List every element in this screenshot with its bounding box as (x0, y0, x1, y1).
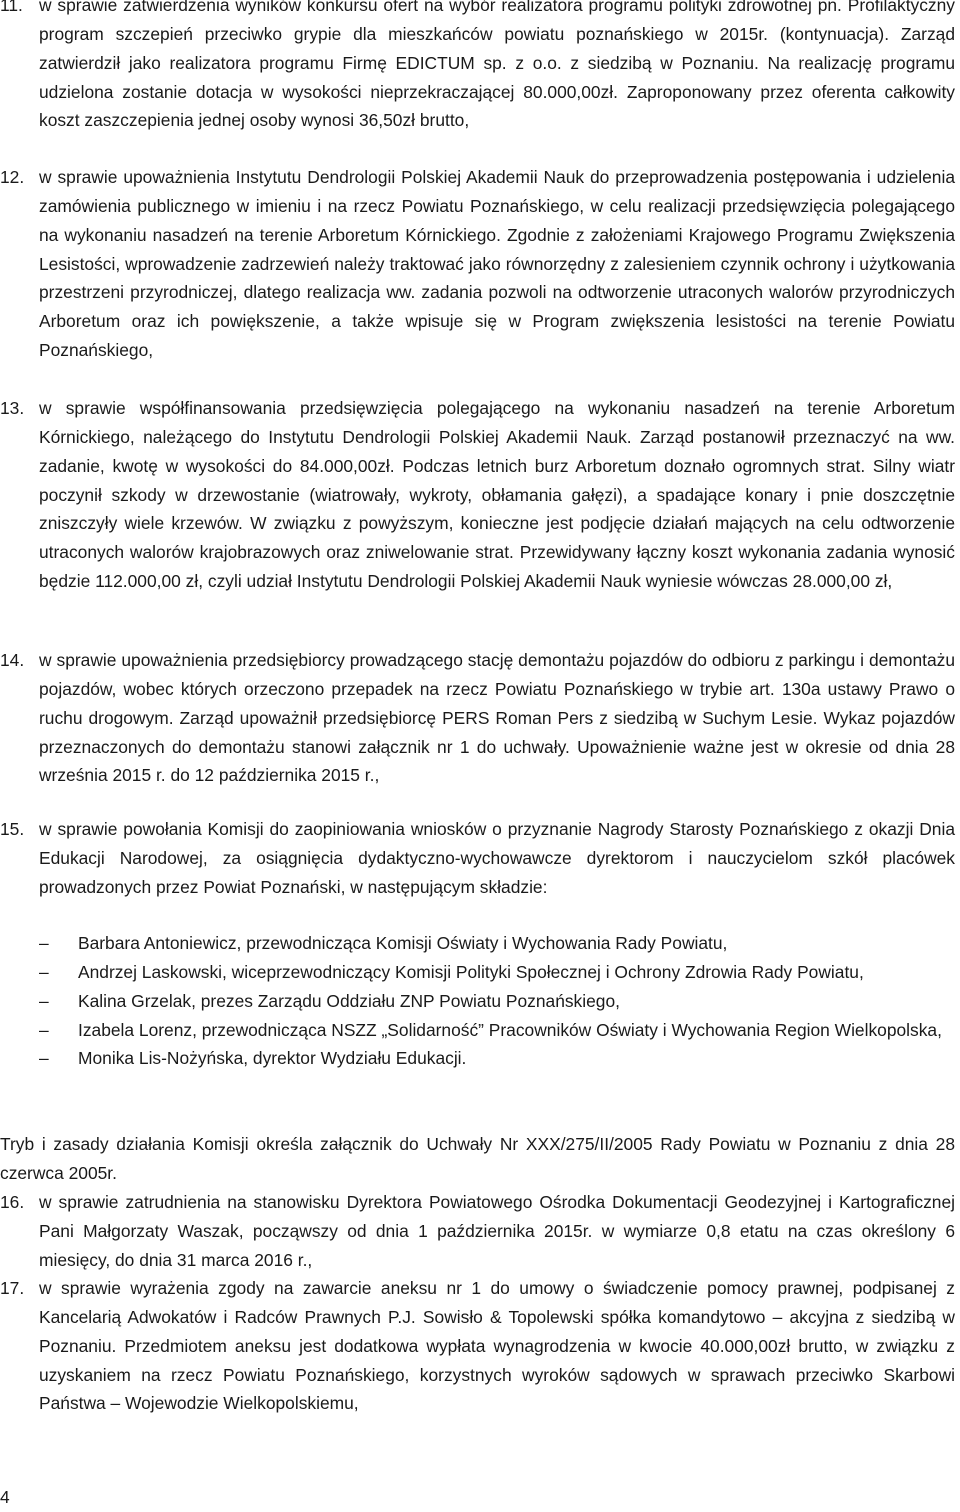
resolution-item-17 (0, 1274, 955, 1418)
dash-bullet: – (39, 990, 49, 1011)
item-text: w sprawie współfinansowania przedsięwzięcia polegającego na wykonaniu nasadzeń na terenie Arboretum Kórnickiego, należącego do Instytutu Dendrologii Polskiej Akademii Nauk. Zarząd postanowił przeznaczyć na ww. zadanie, kwotę w wysokości do 84.000,00zł. Podczas letnich burz Arboretum doznało ogromnych strat. Silny wiatr poczynił szkody w drzewostanie (wiatrowały, wykroty, obłamania gałęzi), a spadające konary i pnie doszczętnie zniszczyły wiele krzewów. W związku z powyższym, konieczne jest podjęcie działań mających na celu odtworzenie utraconych walorów krajobrazowych oraz zniwelowanie strat. Przewidywany łączny koszt wykonania zadania wynosić będzie 112.000,00 zł, czyli udział Instytutu Dendrologii Polskiej Akademii Nauk wyniesie wówczas 28.000,00 zł, (39, 398, 955, 592)
resolution-item-12 (0, 163, 955, 365)
item-text: w sprawie powołania Komisji do zaopiniowania wniosków o przyznanie Nagrody Starosty Poznańskiego z okazji Dnia Edukacji Narodowej, za osiągnięcia dydaktyczno-wychowawcze dyrektorom i nauczycielom szkół placówek prowadzonych przez Powiat Poznański, w następującym składzie: (39, 819, 955, 897)
item-text: w sprawie upoważnienia przedsiębiorcy prowadzącego stację demontażu pojazdów do odbioru z parkingu i demontażu pojazdów, wobec których orzeczono przepadek na rzecz Powiatu Poznańskiego w trybie art. 130a ustawy Prawo o ruchu drogowym. Zarząd upoważnił przedsiębiorcę PERS Roman Pers z siedzibą w Suchym Lesie. Wykaz pojazdów przeznaczonych do demontażu stanowi załącznik nr 1 do uchwały. Upoważnienie ważne jest w okresie od dnia 28 września 2015 r. do 12 października 2015 r., (39, 650, 955, 786)
dash-bullet: – (39, 961, 49, 982)
dash-bullet: – (39, 1019, 49, 1040)
committee-member-text: Andrzej Laskowski, wiceprzewodniczący Komisji Polityki Społecznej i Ochrony Zdrowia Rady Powiatu, (78, 961, 864, 982)
item-number: 17. (0, 1278, 25, 1298)
item-text: w sprawie wyrażenia zgody na zawarcie aneksu nr 1 do umowy o świadczenie pomocy prawnej, podpisanej z Kancelarią Adwokatów i Radców Prawnych P.J. Sowisło & Topolewski spółka komandytowo – akcyjna z siedzibą w Poznaniu. Przedmiotem aneksu jest dodatkowa wypłata wynagrodzenia w kwocie 40.000,00zł brutto, w związku z uzyskaniem na rzecz Powiatu Poznańskiego, korzystnych wyroków sądowych w sprawach przeciwko Skarbowi Państwa – Wojewodzie Wielkopolskiemu, (39, 1278, 955, 1414)
committee-member (0, 929, 955, 958)
committee-member-text: Kalina Grzelak, prezes Zarządu Oddziału ZNP Powiatu Poznańskiego, (78, 990, 620, 1011)
dash-bullet: – (39, 933, 49, 953)
resolution-item-11 (0, 0, 955, 135)
committee-member (0, 987, 955, 1016)
committee-list (0, 929, 955, 1073)
resolution-item-13 (0, 394, 955, 596)
item-number: 12. (0, 167, 25, 187)
item-text: w sprawie zatrudnienia na stanowisku Dyrektora Powiatowego Ośrodka Dokumentacji Geodezyjnej i Kartograficznej Pani Małgorzaty Waszak, począwszy od dnia 1 października 2015r. w wymiarze 0,8 etatu na czas określony 6 miesięcy, do dnia 31 marca 2016 r., (39, 1192, 955, 1270)
resolution-item-14 (0, 646, 955, 790)
item-text: w sprawie zatwierdzenia wyników konkursu ofert na wybór realizatora programu polityki zdrowotnej pn. Profilaktyczny program szczepień przeciwko grypie dla mieszkańców powiatu poznańskiego w 2015r. (kontynuacja). Zarząd zatwierdził jako realizatora programu Firmę EDICTUM sp. z o.o. z siedzibą w Poznaniu. Na realizację programu udzielona zostanie dotacja w wysokości nieprzekraczającej 80.000,00zł. Zaproponowany przez oferenta całkowity koszt zaszczepienia jednej osoby wynosi 36,50zł brutto, (39, 0, 955, 131)
page-number: 4 (0, 1487, 10, 1507)
committee-member-text: Monika Lis-Nożyńska, dyrektor Wydziału Edukacji. (78, 1048, 467, 1069)
committee-member (0, 1044, 955, 1073)
item-text: w sprawie upoważnienia Instytutu Dendrologii Polskiej Akademii Nauk do przeprowadzenia postępowania i udzielenia zamówienia publicznego w imieniu i na rzecz Powiatu Poznańskiego, w celu realizacji przedsięwzięcia polegającego na wykonaniu nasadzeń na terenie Arboretum Kórnickiego. Zgodnie z założeniami Krajowego Programu Zwiększenia Lesistości, wprowadzenie zadrzewień należy traktować jako równorzędny z zalesieniem czynnik ochrony i użytkowania przestrzeni przyrodniczej, dlatego realizacja ww. zadania pozwoli na odtworzenie utraconych walorów przyrodniczych Arboretum oraz ich powiększenie, a także wpisuje się w Program zwiększenia lesistości na terenie Powiatu Poznańskiego, (39, 167, 955, 361)
item-number: 15. (0, 819, 25, 839)
committee-member-text: Izabela Lorenz, przewodnicząca NSZZ „Solidarność” Pracowników Oświaty i Wychowania Region Wielkopolska, (78, 1019, 942, 1040)
committee-member (0, 1016, 955, 1045)
resolution-item-16 (0, 1188, 955, 1275)
dash-bullet: – (39, 1048, 49, 1069)
item-number: 16. (0, 1192, 25, 1212)
resolution-item-15 (0, 815, 955, 902)
item-number: 14. (0, 650, 25, 670)
item-number: 11. (0, 0, 23, 15)
committee-note: Tryb i zasady działania Komisji określa załącznik do Uchwały Nr XXX/275/II/2005 Rady Powiatu w Poznaniu z dnia 28 czerwca 2005r. (0, 1134, 955, 1183)
committee-member (0, 958, 955, 987)
item-number: 13. (0, 398, 25, 418)
committee-member-text: Barbara Antoniewicz, przewodnicząca Komisji Oświaty i Wychowania Rady Powiatu, (78, 933, 728, 953)
